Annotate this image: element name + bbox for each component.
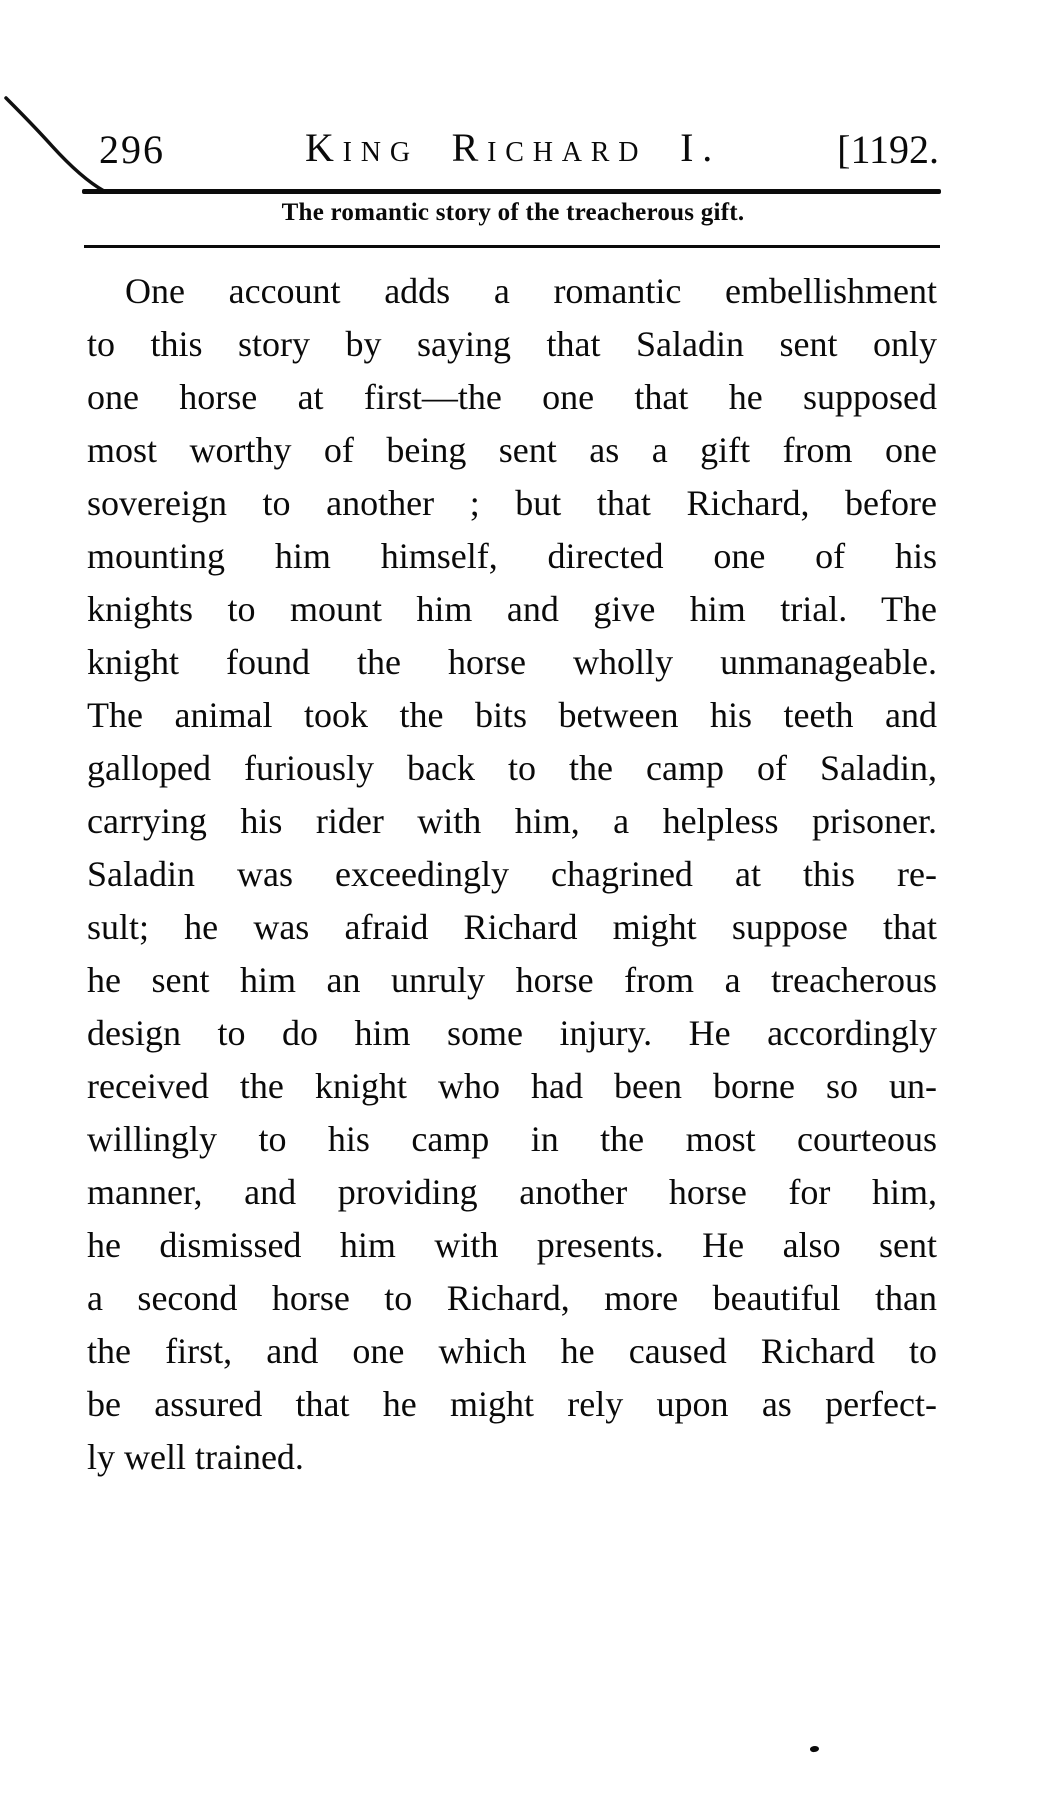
text-line: design to do him some injury. He accordingly (87, 1013, 937, 1053)
ink-speck-artifact (809, 1745, 819, 1753)
header-rule-top (82, 189, 941, 194)
text-line: galloped furiously back to the camp of Saladin, (87, 748, 937, 788)
year-marker: [1192. (837, 127, 939, 172)
text-line: received the knight who had been borne so un- (87, 1066, 937, 1106)
text-line: One account adds a romantic embellishment (125, 271, 937, 311)
text-line: ly well trained. (87, 1437, 304, 1477)
text-line: carrying his rider with him, a helpless prisoner. (87, 801, 937, 841)
text-line: to this story by saying that Saladin sent only (87, 324, 937, 364)
page-number: 296 (99, 127, 165, 172)
text-line: one horse at first—the one that he supposed (87, 377, 937, 417)
page-header (87, 124, 939, 170)
body-text-block (87, 265, 937, 1484)
text-line: the first, and one which he caused Richard to (87, 1331, 937, 1371)
text-line: manner, and providing another horse for him, (87, 1172, 937, 1212)
text-line: knights to mount him and give him trial. The (87, 589, 937, 629)
text-line: Saladin was exceedingly chagrined at this re- (87, 854, 937, 894)
text-line: willingly to his camp in the most courteous (87, 1119, 937, 1159)
text-line: sult; he was afraid Richard might suppose that (87, 907, 937, 947)
text-line: knight found the horse wholly unmanageable. (87, 642, 937, 682)
text-line: he dismissed him with presents. He also sent (87, 1225, 937, 1265)
text-line: most worthy of being sent as a gift from one (87, 430, 937, 470)
text-line: mounting him himself, directed one of his (87, 536, 937, 576)
text-line: The animal took the bits between his teeth and (87, 695, 937, 735)
text-line: a second horse to Richard, more beautiful than (87, 1278, 937, 1318)
text-line: he sent him an unruly horse from a treacherous (87, 960, 937, 1000)
running-head-title: King Richard I. (305, 125, 721, 170)
header-rule-bottom (84, 245, 940, 248)
text-line: sovereign to another ; but that Richard, before (87, 483, 937, 523)
text-line: be assured that he might rely upon as perfect- (87, 1384, 937, 1424)
section-heading: The romantic story of the treacherous gift. (281, 199, 745, 226)
